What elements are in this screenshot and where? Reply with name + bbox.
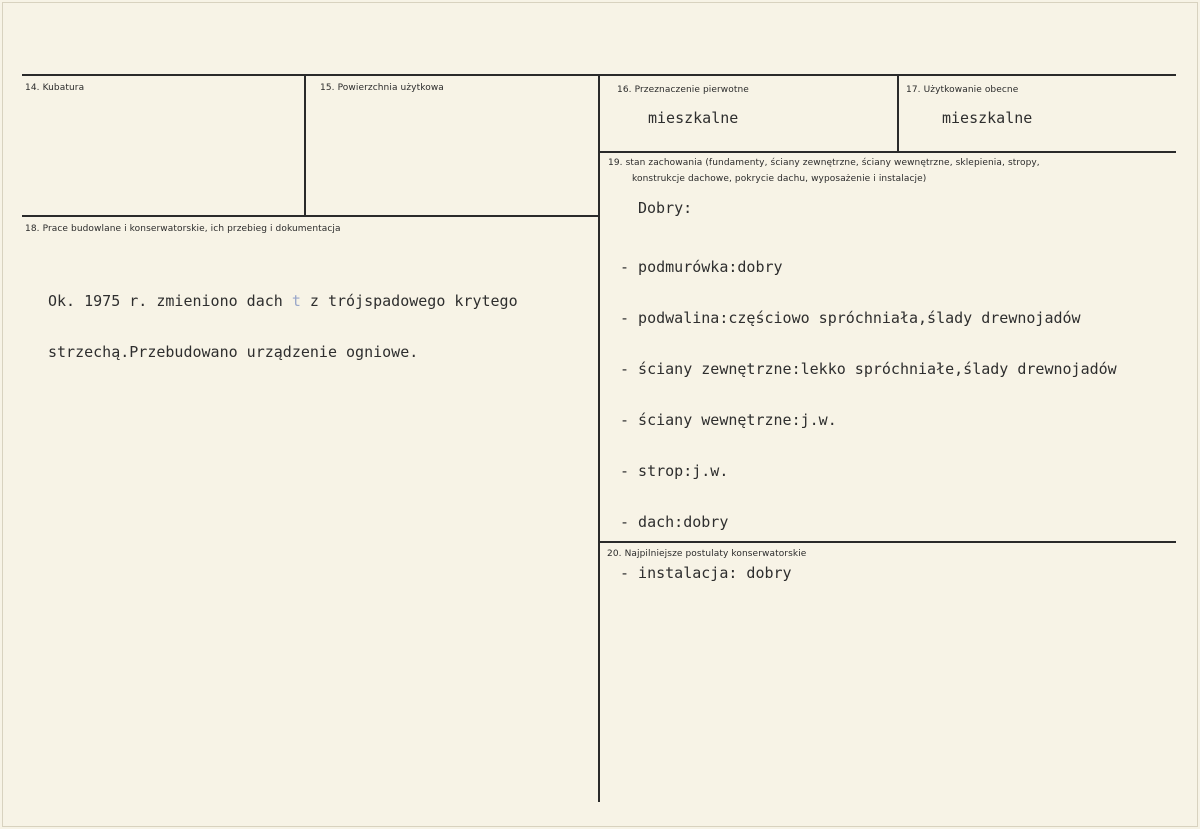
divider-16-17 (897, 74, 899, 153)
field-17-label: 17. Użytkowanie obecne (906, 85, 1019, 95)
field-17-value: mieszkalne (942, 109, 1033, 127)
list-item: - ściany zewnętrzne:lekko spróchniałe,ślady drewnojadów (620, 360, 1117, 378)
field-18-text (48, 259, 518, 395)
main-vertical-divider (598, 74, 600, 802)
faint-typed-mark: t (291, 292, 301, 310)
list-item: - podmurówka:dobry (620, 258, 783, 276)
field-18-label: 18. Prace budowlane i konserwatorskie, ich przebieg i dokumentacja (25, 224, 341, 234)
field-18-line-1-part-b: z trójspadowego krytego (300, 292, 518, 310)
field-15-label: 15. Powierzchnia użytkowa (320, 83, 444, 93)
divider-14-15 (304, 74, 306, 217)
rule-under-16-17 (600, 151, 1176, 153)
list-item: - dach:dobry (620, 513, 729, 531)
list-item: - strop:j.w. (620, 462, 729, 480)
field-19-label-line-1: 19. stan zachowania (fundamenty, ściany zewnętrzne, ściany wewnętrzne, sklepienia, stropy, (608, 158, 1040, 168)
field-19-label-line-2: konstrukcje dachowe, pokrycie dachu, wyposażenie i instalacje) (632, 174, 927, 184)
field-18-line-1-part-a: Ok. 1975 r. zmieniono dach (48, 292, 292, 310)
field-19-heading: Dobry: (638, 199, 693, 217)
field-18-line-2 (48, 344, 518, 361)
list-item: - instalacja: dobry (620, 564, 792, 582)
field-14-label: 14. Kubatura (25, 83, 85, 93)
rule-under-14-15 (22, 215, 600, 217)
list-item: - ściany wewnętrzne:j.w. (620, 411, 837, 429)
field-20-label: 20. Najpilniejsze postulaty konserwatorskie (607, 549, 807, 559)
field-16-label: 16. Przeznaczenie pierwotne (617, 85, 749, 95)
field-16-value: mieszkalne (648, 109, 739, 127)
field-18-line-1 (48, 293, 518, 310)
field-18-line-2-text: strzechą.Przebudowano urządzenie ogniowe. (48, 343, 419, 361)
list-item: - podwalina:częściowo spróchniała,ślady drewnojadów (620, 309, 1081, 327)
